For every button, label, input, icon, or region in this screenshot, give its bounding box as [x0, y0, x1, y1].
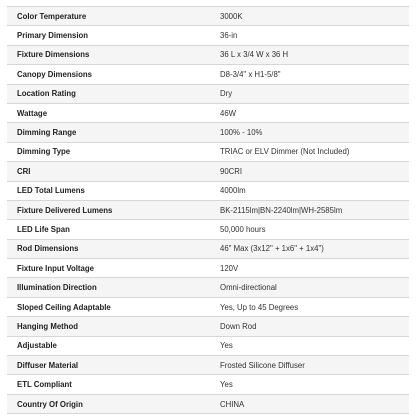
spec-row-rod-dimensions	[7, 240, 409, 259]
spec-value: Down Rod	[220, 321, 257, 331]
spec-label: ETL Compliant	[17, 380, 72, 390]
spec-label: Canopy Dimensions	[17, 69, 92, 79]
spec-row-cri	[7, 162, 409, 181]
spec-row-etl-compliant	[7, 375, 409, 394]
spec-value: Yes	[220, 341, 233, 351]
spec-label: LED Total Lumens	[17, 186, 85, 196]
spec-label: Sloped Ceiling Adaptable	[17, 302, 111, 312]
spec-row-canopy-dimensions	[7, 65, 409, 84]
spec-label: Hanging Method	[17, 321, 79, 331]
spec-row-dimming-range	[7, 123, 409, 142]
spec-value: 46" Max (3x12" + 1x6" + 1x4")	[220, 244, 324, 254]
spec-value: CHINA	[220, 399, 245, 409]
spec-value: 50,000 hours	[220, 224, 266, 234]
spec-row-hanging-method	[7, 317, 409, 336]
spec-value: 4000lm	[220, 186, 246, 196]
spec-label: Rod Dimensions	[17, 244, 79, 254]
spec-row-diffuser-material	[7, 356, 409, 375]
spec-value: Omni-directional	[220, 283, 277, 293]
spec-row-dimming-type	[7, 143, 409, 162]
spec-row-adjustable	[7, 337, 409, 356]
spec-label: Country Of Origin	[17, 399, 83, 409]
spec-value: 3000K	[220, 11, 243, 21]
spec-value: 36 L x 3/4 W x 36 H	[220, 50, 289, 60]
spec-row-fixture-input-voltage	[7, 259, 409, 278]
specifications-table	[7, 6, 409, 414]
spec-value: Yes, Up to 45 Degrees	[220, 302, 299, 312]
spec-value: D8-3/4" x H1-5/8"	[220, 69, 281, 79]
spec-value: BK-2115lm|BN-2240lm|WH-2585lm	[220, 205, 343, 215]
spec-label: Color Temperature	[17, 11, 87, 21]
spec-row-primary-dimension	[7, 26, 409, 45]
spec-value: 46W	[220, 108, 237, 118]
spec-value: Yes	[220, 380, 233, 390]
spec-row-wattage	[7, 104, 409, 123]
spec-label: Dimming Range	[17, 128, 77, 138]
spec-row-illumination-direction	[7, 278, 409, 297]
spec-label: CRI	[17, 166, 31, 176]
spec-row-led-life-span	[7, 220, 409, 239]
spec-value: Frosted Silicone Diffuser	[220, 360, 305, 370]
spec-row-fixture-dimensions	[7, 46, 409, 65]
spec-label: Primary Dimension	[17, 31, 89, 41]
spec-value: TRIAC or ELV Dimmer (Not Included)	[220, 147, 350, 157]
spec-label: Fixture Input Voltage	[17, 263, 94, 273]
spec-label: Location Rating	[17, 89, 76, 99]
spec-row-color-temperature	[7, 7, 409, 26]
spec-value: 90CRI	[220, 166, 243, 176]
spec-row-led-total-lumens	[7, 182, 409, 201]
spec-value: Dry	[220, 89, 233, 99]
spec-label: Illumination Direction	[17, 283, 97, 293]
spec-label: Dimming Type	[17, 147, 71, 157]
spec-row-location-rating	[7, 85, 409, 104]
spec-value: 120V	[220, 263, 239, 273]
spec-label: Fixture Delivered Lumens	[17, 205, 113, 215]
spec-label: Wattage	[17, 108, 48, 118]
spec-value: 100% - 10%	[220, 128, 263, 138]
spec-value: 36-in	[220, 31, 238, 41]
spec-row-sloped-ceiling-adaptable	[7, 298, 409, 317]
spec-label: LED Life Span	[17, 224, 70, 234]
spec-label: Diffuser Material	[17, 360, 79, 370]
spec-row-country-of-origin	[7, 395, 409, 414]
spec-row-fixture-delivered-lumens	[7, 201, 409, 220]
spec-label: Fixture Dimensions	[17, 50, 90, 60]
spec-label: Adjustable	[17, 341, 57, 351]
